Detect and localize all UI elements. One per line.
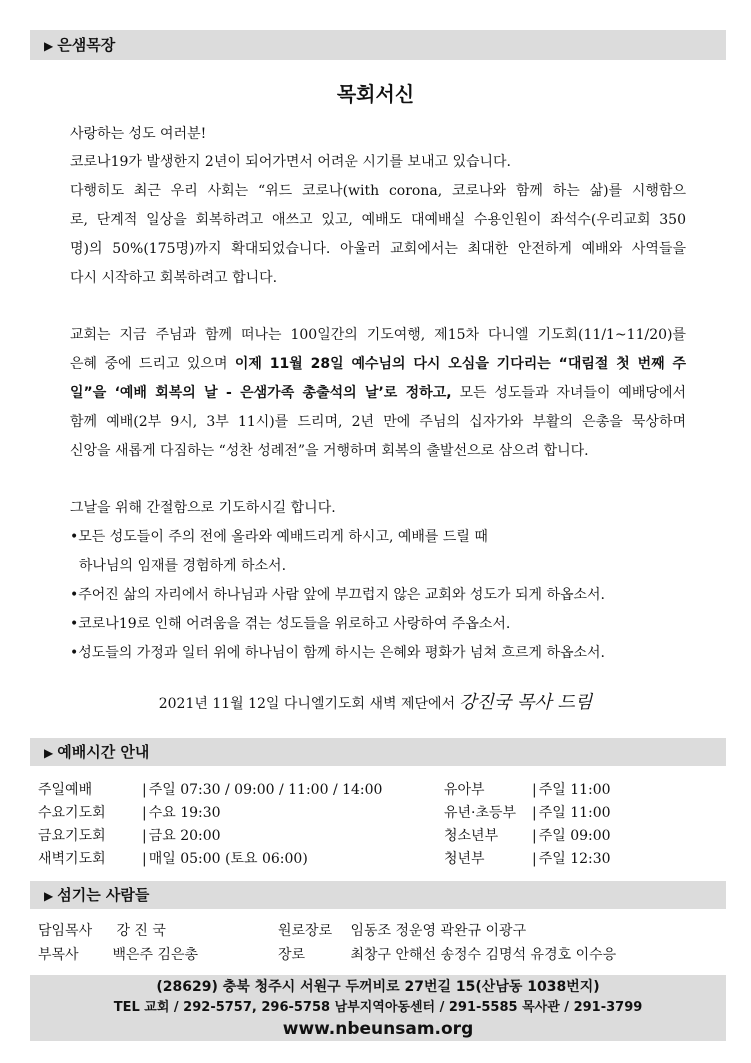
staff-names: 강 진 국 [116,923,166,939]
staff-row [38,944,198,966]
divider: | [532,805,537,821]
prayer-item: 하나님의 임재를 경험하게 하소서. [70,558,287,574]
staff-role: 장로 [278,947,306,963]
letter-line: 코로나19가 발생한지 2년이 되어가면서 어려운 시기를 보내고 있습니다. [70,154,511,170]
signature-name: 강진국 목사 드림 [459,692,593,713]
schedule-name: 수요기도회 [38,805,106,821]
letter-line: 명)의 50%(175명)까지 확대되었습니다. 아울러 교회에서는 최대한 안전하게 예배와 사역들을 [70,241,686,257]
letter-emphasis: 일”을 ‘예배 회복의 날 - 은샘가족 총출석의 날’로 정하고, [70,385,452,401]
schedule-time: 주일 11:00 [538,782,611,798]
schedule-row [38,802,221,824]
divider: | [532,851,537,867]
footer-address: (28629) 충북 청주시 서원구 두꺼비로 27번길 15(산남동 1038번지) [156,979,600,995]
divider: | [142,828,147,844]
schedule-name: 유년·초등부 [444,805,517,821]
letter-line: 교회는 지금 주님과 함께 떠나는 100일간의 기도여행, 제15차 다니엘 기도회(11/1~11/20)를 [70,327,686,343]
staff-row [278,920,526,942]
triangle-right-icon: ▶ [44,746,54,760]
staff-role: 원로장로 [278,923,333,939]
letter-line: 함께 예배(2부 9시, 3부 11시)를 드리며, 2년 만에 주님의 십자가와 부활의 은총을 묵상하며 [70,414,686,430]
section-header-eunsam [30,30,726,60]
schedule-time: 수요 19:30 [148,805,221,821]
schedule-row [444,848,611,870]
letter-line: 사랑하는 성도 여러분! [70,126,207,142]
schedule-row [444,802,611,824]
divider: | [142,782,147,798]
section-label: 예배시간 안내 [57,743,150,761]
section-label: 섬기는 사람들 [57,886,150,904]
footer [30,975,726,1041]
staff-names: 임동조 정운영 곽완규 이광구 [350,923,527,939]
prayer-item: •모든 성도들이 주의 전에 올라와 예배드리게 하시고, 예배를 드릴 때 [70,529,488,545]
schedule-row [444,825,611,847]
schedule-time: 매일 05:00 (토요 06:00) [148,851,308,867]
schedule-time: 주일 09:00 [538,828,611,844]
schedule-name: 청소년부 [444,828,499,844]
schedule-name: 새벽기도회 [38,851,106,867]
staff-role: 담임목사 [38,923,93,939]
schedule-row [38,779,382,801]
schedule-row [38,825,221,847]
staff-role: 부목사 [38,947,79,963]
schedule-name: 유아부 [444,782,485,798]
schedule-name: 주일예배 [38,782,93,798]
letter-line: 다행히도 최근 우리 사회는 “위드 코로나(with corona, 코로나와 함께 하는 삶)를 시행함으 [70,183,686,199]
footer-phones: TEL 교회 / 292-5757, 296-5758 남부지역아동센터 / 291-5585 목사관 / 291-3799 [113,1000,643,1015]
divider: | [532,782,537,798]
letter-text: 모든 성도들과 자녀들이 예배당에서 [451,385,686,401]
prayer-item: •성도들의 가정과 일터 위에 하나님이 함께 하시는 은혜와 평화가 넘쳐 흐르게 하옵소서. [70,645,605,661]
schedule-name: 금요기도회 [38,828,106,844]
letter-line: 그날을 위해 간절함으로 기도하시길 합니다. [70,500,336,516]
letter-line: 다시 시작하고 회복하려고 합니다. [70,270,278,286]
schedule-time: 금요 20:00 [148,828,221,844]
signature-line [0,688,751,714]
section-header-staff [30,881,726,909]
signature-text: 2021년 11월 12일 다니엘기도회 새벽 제단에서 [158,696,456,712]
schedule-time: 주일 12:30 [538,851,611,867]
divider: | [532,828,537,844]
prayer-item: •주어진 삶의 자리에서 하나님과 사람 앞에 부끄럽지 않은 교회와 성도가 되게 하옵소서. [70,587,605,603]
divider: | [142,851,147,867]
letter-line [70,354,686,374]
section-label: 은샘목장 [57,36,116,54]
staff-names: 최창구 안해선 송정수 김명석 유경호 이수응 [350,947,617,963]
divider: | [142,805,147,821]
letter-text: 은혜 중에 드리고 있으며 [70,356,235,372]
prayer-item: •코로나19로 인해 어려움을 겪는 성도들을 위로하고 사랑하여 주옵소서. [70,616,511,632]
triangle-right-icon: ▶ [44,889,54,903]
letter-line: 로, 단계적 일상을 회복하려고 애쓰고 있고, 예배도 대예배실 수용인원이 좌석수(우리교회 350 [70,212,686,228]
letter-line: 신앙을 새롭게 다짐하는 “성찬 성례전”을 거행하며 회복의 출발선으로 삼으려 합니다. [70,443,589,459]
schedule-name: 청년부 [444,851,485,867]
letter-emphasis: 이제 11월 28일 예수님의 다시 오심을 기다리는 “대림절 첫 번째 주 [234,356,686,372]
schedule-time: 주일 11:00 [538,805,611,821]
triangle-right-icon: ▶ [44,39,54,53]
letter-title: 목회서신 [336,82,415,106]
letter-line [70,383,686,403]
staff-row [278,944,616,966]
footer-website[interactable]: www.nbeunsam.org [282,1019,474,1039]
staff-row [38,920,166,942]
section-header-worship [30,738,726,766]
schedule-row [38,848,308,870]
staff-names: 백은주 김은총 [112,947,199,963]
schedule-row [444,779,611,801]
schedule-time: 주일 07:30 / 09:00 / 11:00 / 14:00 [148,782,383,798]
